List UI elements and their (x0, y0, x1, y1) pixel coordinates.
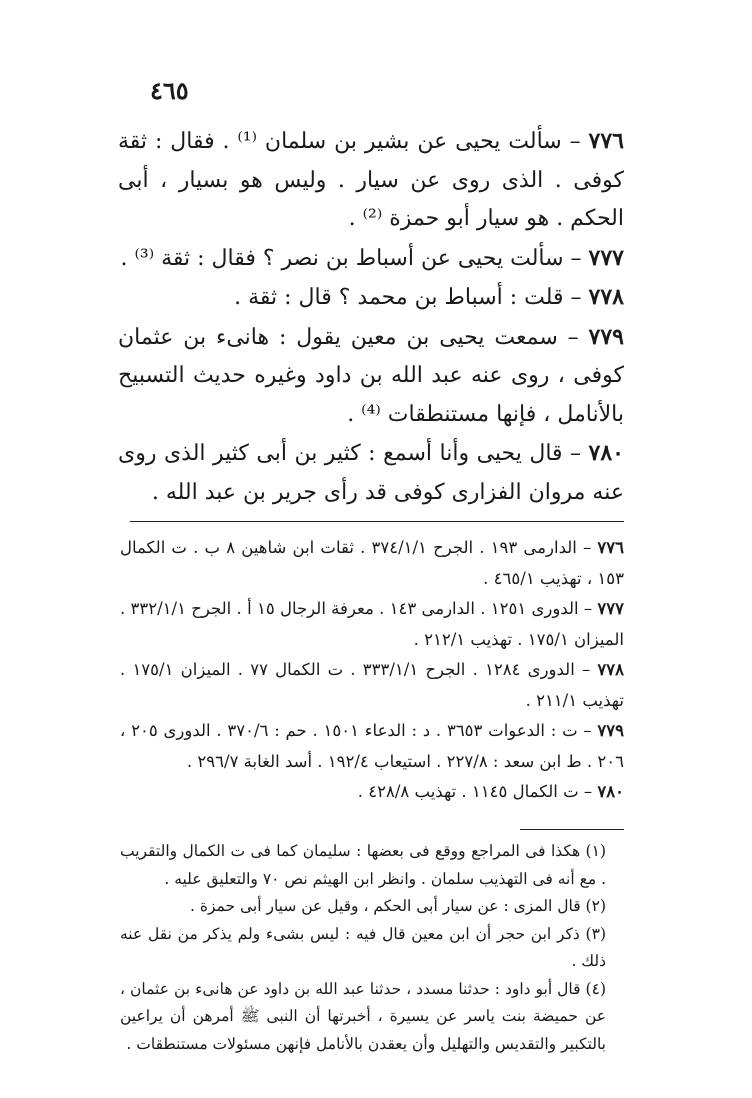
reference-text: – الدارمى ١٩٣ . الجرح ٣٧٤/١/١ . ثقات ابن شاهين ٨ ب . ت الكمال ١٥٣ ، تهذيب ٤٦٥/١ . (120, 538, 624, 588)
reference-number: ٧٧٧ (597, 599, 624, 618)
entry-text: – قلت : أسباط بن محمد ؟ قال : ثقة . (234, 285, 589, 310)
reference-number: ٧٧٦ (597, 538, 625, 557)
references-divider (130, 521, 624, 522)
entry-number: ٧٧٩ (588, 323, 624, 350)
reference-778 (120, 655, 624, 716)
entry-number: ٧٧٦ (588, 128, 624, 154)
reference-779 (120, 716, 624, 777)
reference-777 (120, 594, 624, 655)
entry-780 (118, 434, 624, 512)
entry-text: – سمعت يحيى بن معين يقول : هانىء بن عثمان كوفى ، روى عنه عبد الله بن داود وغيره حديث التسبيح بالأنامل ، فإنها مستنطقات ⁽⁴⁾ . (118, 324, 624, 427)
main-text (118, 122, 624, 512)
footnotes-section (120, 838, 624, 1058)
entry-779 (118, 318, 624, 435)
entry-text: – قال يحيى وأنا أسمع : كثير بن أبى كثير الذى روى عنه مروان الفزارى كوفى قد رأى جرير بن عبد الله . (118, 441, 624, 505)
reference-text: – ت : الدعوات ٣٦٥٣ . د : الدعاء ١٥٠١ . حم : ٣٧٠/٦ . الدورى ٢٠٥ ، ٢٠٦ . ط ابن سعد : ٢٢٧/٨ . استيعاب ١٩٢/٤ . أسد الغابة ٢٩٦/٧ . (120, 721, 624, 771)
reference-776 (120, 533, 624, 594)
footnote-1: (١) هكذا فى المراجع ووقع فى بعضها : سليمان كما فى ت الكمال والتقريب . مع أنه فى التهذيب سلمان . وانظر ابن الهيثم نص ٧٠ والتعليق عليه . (120, 842, 606, 888)
footnote-3: (٣) ذكر ابن حجر أن ابن معين قال فيه : ليس بشىء ولم يذكر من نقل عنه ذلك . (120, 924, 606, 970)
reference-text: – الدورى ١٢٥١ . الدارمى ١٤٣ . معرفة الرجال ١٥ أ . الجرح ٣٣٢/١/١ . الميزان ١٧٥/١ . تهذيب ٢١٢/١ . (120, 599, 624, 649)
footnotes-divider (520, 829, 624, 830)
footnote-2: (٢) قال المزى : عن سيار أبى الحكم ، وقيل عن سيار أبى حمزة . (190, 897, 606, 915)
reference-number: ٧٧٩ (597, 721, 624, 740)
entry-number: ٧٧٨ (588, 284, 624, 310)
entry-778 (118, 278, 624, 318)
references-section (120, 533, 624, 808)
reference-number: ٧٨٠ (597, 782, 624, 801)
reference-number: ٧٧٨ (597, 660, 624, 679)
reference-text: – الدورى ١٢٨٤ . الجرح ٣٣٣/١/١ . ت الكمال ٧٧ . الميزان ١٧٥/١ . تهذيب ٢١١/١ . (120, 660, 624, 710)
entry-text: – سألت يحيى عن بشير بن سلمان ⁽¹⁾ . فقال : ثقة كوفى . الذى روى عن سيار . وليس هو بسيار ، أبى الحكم . هو سيار أبو حمزة ⁽²⁾ . (118, 129, 624, 231)
entry-number: ٧٧٧ (588, 244, 624, 271)
entry-776 (118, 122, 624, 239)
entry-777 (118, 239, 624, 279)
page-number: ٤٦٥ (150, 76, 189, 105)
entry-number: ٧٨٠ (588, 440, 624, 466)
entry-text: – سألت يحيى عن أسباط بن نصر ؟ فقال : ثقة ⁽³⁾ . (120, 245, 589, 271)
footnote-4: (٤) قال أبو داود : حدثنا مسدد ، حدثنا عبد الله بن داود عن هانىء بن عثمان ، عن حميضة بنت ياسر عن يسيرة ، أخبرتها أن النبى ﷺ أمرهن أن يراعين بالتكبير والتقديس والتهليل وأن يعقدن بالأنامل فإنهن مسئولات مستنطقات . (120, 979, 606, 1053)
reference-text: – ت الكمال ١١٤٥ . تهذيب ٤٢٨/٨ . (357, 782, 598, 801)
reference-780 (120, 777, 624, 808)
